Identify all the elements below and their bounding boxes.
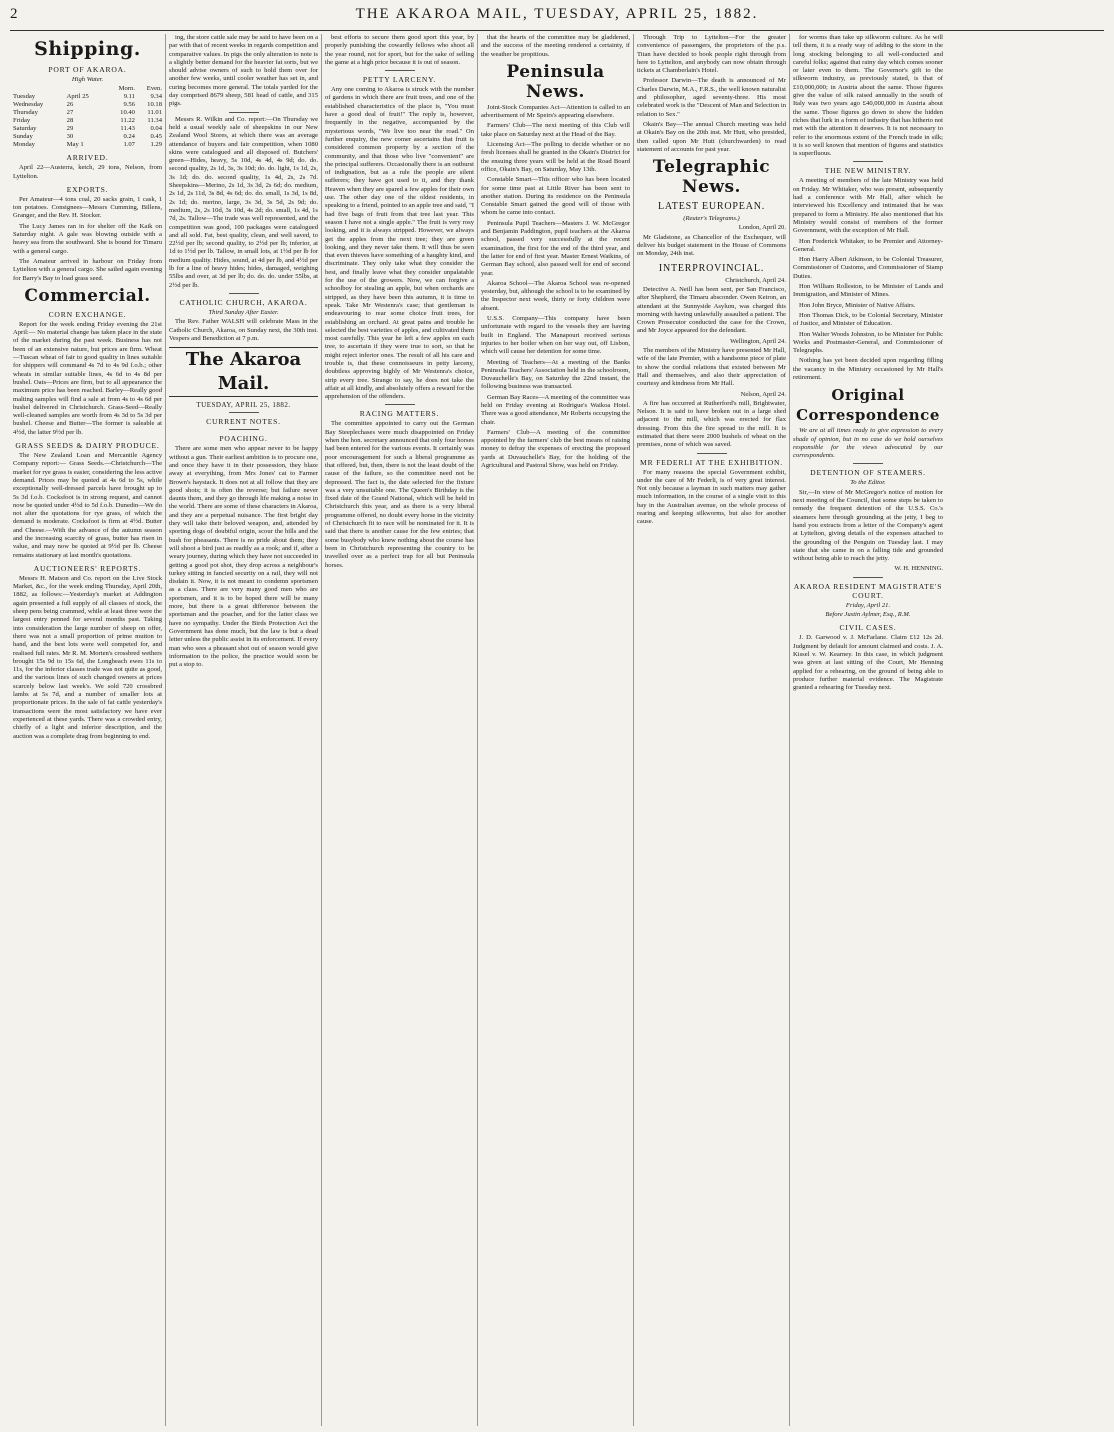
tide-row xyxy=(13,101,162,109)
tide-date: 29 xyxy=(66,125,74,133)
high-water-label: High Water. xyxy=(71,76,104,83)
civil-cases-heading: CIVIL CASES. xyxy=(839,623,897,633)
tide-col-morn: Morn. xyxy=(118,85,135,93)
racing-continued: that the hearts of the committee may be gladdened, and the success of the meeting rendered a certainty, if the weather be propitious. xyxy=(481,34,630,58)
tide-even: 11.01 xyxy=(147,109,162,117)
tide-morn: 11.22 xyxy=(120,117,135,125)
court-text: J. D. Garwood v. J. McFarlane. Claim £12 12s 2d. Judgment by default for amount claimed and costs. J. A. Kissel v. W. Kearney. In this case, in which judgment was given at last sitting of the Court, Mr Henning applied for a rehearing, on the ground of being able to produce further material evidence. The Magistrate granted a rehearing for Tuesday next. xyxy=(793,634,943,692)
court-heading: AKAROA RESIDENT MAGISTRATE'S COURT. xyxy=(793,581,943,600)
tide-day: Thursday xyxy=(13,109,38,117)
news-item: Farmers' Club—The next meeting of this Club will take place on Saturday next at the Head of the Bay. xyxy=(481,122,630,138)
divider xyxy=(229,429,259,430)
tide-day: Friday xyxy=(13,117,31,125)
reuters-label: (Reuter's Telegrams.) xyxy=(683,215,740,223)
column-5 xyxy=(634,34,790,1426)
lyttelton-trip-text: Through Trip to Lyttelton—For the greater convenience of passengers, the proprietors of the p.s. Titan have decided to book people right through from here to Lyttelton, and anybody can now obtain through tickets at Chamberlain's Hotel. xyxy=(637,34,786,75)
minister-item: Hon William Rolleston, to be Minister of Lands and Immigration, and Minister of Mines. xyxy=(793,283,943,299)
to-the-editor: To the Editor. xyxy=(850,479,886,487)
tide-even: 11.34 xyxy=(147,117,162,125)
original-correspondence-heading: Original Correspondence xyxy=(796,386,940,425)
news-item: Akaroa School—The Akaroa School was re-opened yesterday, but, although the school is to be examined by the Inspector next week, thirty or forty children were absent. xyxy=(481,279,630,312)
lucy-james-text: The Lucy James ran in for shelter off the Kaik on Saturday night. A gale was blowing outside with a heavy sea from the southward. She is bound for Timaru with a general cargo. xyxy=(13,222,162,255)
tide-morn: 9.11 xyxy=(123,93,135,101)
stock-report-continued: ing, the store cattle sale may be said to have been on a par with that of recent weeks in regards competition and comparative values. In pigs the only alteration to note is a slightly better demand for the heavier fat sorts, but we should advise owners of such to hold them over for another few weeks, until cooler weather has set in, and curing becomes more general. The totals yarded for the day comprised 8679 sheep, 581 head of cattle, and 315 pigs. xyxy=(169,34,318,108)
federli-text: For many reasons the special Government exhibit, under the care of Mr Federli, is of very great interest. Not only because a layman in such matters may gather much information, in the course of a single visit to this bay in the Australian avenue, on the whole process of rearing and keeping silkworms, but also for another cause. xyxy=(637,468,786,526)
london-dateline: London, April 20. xyxy=(738,224,786,232)
correspondence-note: We are at all times ready to give expression to every shade of opinion, but in no case do we hold ourselves responsible for the views advocated by our correspondents. xyxy=(793,427,943,460)
tide-date: 30 xyxy=(66,133,74,141)
wellington-dateline: Wellington, April 24. xyxy=(730,337,786,345)
grass-seeds-text: The New Zealand Loan and Mercantile Agency Company report:— Grass Seeds.—Christchurch—The market for rye grass is easier, considering the less active demand. Prices may be quoted at 4s 6d to 5s, while exceptionally well-dressed parcels have brought up to 5s 3d f.o.b. Cocksfoot is in strong request, and cannot now be quoted under 4½d to 5d f.o.b. Dunedin—We do not alter the quotations for rye grass, of which the demand is moderate. Cocksfoot is firm at 4½d. Butter and Cheese.—With the advance of the autumn season and the increasing scarcity of grass, butter has risen in value, and may now be quoted at 9½d per lb. Cheese remains stationary at last month's quotations. xyxy=(13,452,162,559)
minister-item: Hon Walter Woods Johnston, to be Minister for Public Works and Postmaster-General, and Commissioner of Telegraphs. xyxy=(793,330,943,355)
shipping-heading: Shipping. xyxy=(34,38,141,60)
detention-text: Sir,—In view of Mr McGregor's notice of motion for next meeting of the Council, that some steps be taken to remedy the frequent detention of the U.S.S. Co.'s steamers here through grounding at the jetty, I beg to hand you extracts from a letter of the Company's agent at Lyttelton, giving details of the expenses attached to the grounding of the Penguin on Tuesday last. I may state that she came in on a falling tide and grounded without being able to reach the jetty. xyxy=(793,488,943,563)
silk-text: for worms than take up silkworm culture. As he will tell them, it is a ready way of adding to the store in the long stocking belonging to all well-conducted and careful folks; against that rainy day which comes sooner or later even to them. The Governor's gift to the silkworm industry, as previously stated, is that of £10,000,000; in Austria about the same. Those figures give the value of silk raised annually in the south of Italy was two years ago £40,000,000 in Austria about the same. Those figures go down to show the hidden riches that lurk in a form of industry that has hitherto not met with the attention it deserves. It is not necessary to refer to the enormous extent of the French trade in silk; it is so well known that mention of figures and statistics is superfluous. xyxy=(793,34,943,158)
news-item: German Bay Races—A meeting of the committee was held on Friday evening at Rodrigue's Waikoa Hotel. There was a good attendance, Mr Roberts occupying the chair. xyxy=(481,393,631,426)
tide-row xyxy=(13,93,162,101)
minister-item: Hon Harry Albert Atkinson, to be Colonial Treasurer, Commissioner of Customs, and Commissioner of Stamp Duties. xyxy=(793,256,943,280)
masthead-rule xyxy=(10,30,1104,31)
divider xyxy=(853,463,883,464)
tide-table-header xyxy=(13,85,162,93)
tide-even: 0.45 xyxy=(150,133,162,141)
telegraphic-news-heading: Telegraphic News. xyxy=(652,157,771,198)
news-item: Peninsula Pupil Teachers—Masters J. W. McGregor and Benjamin Paddington, pupil teachers at the Akaroa school, passed very successfully at the recent examination, the first for the end of the third year, and the latter for end of first year. Master Ernest Watkins, of German Bay school, also passed well for end of second year. xyxy=(481,219,630,277)
page-masthead xyxy=(0,6,1114,30)
poaching-heading: POACHING. xyxy=(219,434,268,444)
latest-european-heading: LATEST EUROPEAN. xyxy=(657,201,766,213)
new-ministry-heading: THE NEW MINISTRY. xyxy=(824,166,912,176)
columns xyxy=(10,34,1104,1426)
divider xyxy=(385,70,415,71)
tide-date: 27 xyxy=(66,109,74,117)
column-2 xyxy=(166,34,322,1426)
page-number: 2 xyxy=(10,6,20,22)
tide-morn: 11.43 xyxy=(120,125,135,133)
catholic-church-sub: Third Sunday After Easter. xyxy=(208,308,279,316)
poaching-text: There are some men who appear never to be happy without a gun. Their earliest ambition is to procure one, and once they have it in their possession, they blaze away at everything, from Mrs Jones' cat to Farmer Brown's haystack. It does not at all follow that they are good shots; it is often the reverse; but failure never daunts them, and they go through life making a noise in the world. There are some of these characters in Akaroa, and they are a perpetual nuisance. The first bright day they will take their beloved weapon, and, attended by sporting dogs of doubtful origin, scour the hills and the bush for pheasants. There is no pride about them; they will shoot a bird just as readily as a rook; and if, after a weary journey, during which they have not succeeded in getting a good pot shot, they drop across a neighbour's turkey sitting in fancied security on a rail, they will not disdain it. Now, it is not meant to condemn sportsmen as a class. There are very many good men who are sportsmen, and it is to be hoped there will be many more, but there is a great difference between the sportsman and the poacher, and for the latter class we have no sympathy. Under the Birds Protection Act the Government has done much, but the law is but a dead letter unless the public assist in its enforcement. If every man who sees a pheasant shot out of season would give information to the police, the practice would soon be put a stop to. xyxy=(169,445,318,669)
corn-exchange-text: Report for the week ending Friday evening the 21st April:— No material change has taken place in the state of the market during the past week. Business has not been of an extensive nature, but prices are firm. Wheat—Tuscan wheat of fair to good quality in lines suitable for shippers will command 4s 7d to 4s 9d f.o.b.; other wheats in similar suitable lines, 4s 6d to 4s 8d per bushel. Oats—Prices are firm, but to all appearance the maximum price has been reached. Barley—Really good malting samples will find a sale at from 4s to 4s 6d per bushel delivered in Christchurch. Grass-Seed—Really well-cleaned samples are worth from 4s 3d to 5s 3d per bushel. Cheese and Butter—The former is saleable at 4½d, the latter 9½d per lb. xyxy=(13,320,162,436)
detention-heading: DETENTION OF STEAMERS. xyxy=(810,468,926,478)
tide-row xyxy=(13,133,162,141)
tide-table xyxy=(13,85,162,149)
divider xyxy=(853,577,883,578)
wilkin-report: Messrs R. Wilkin and Co. report:—On Thursday we held a usual weekly sale of sheepskins in our New Zealand Wool Stores, at which there was an average attendance of buyers and fair competition, when 1080 skins were catalogued and all disposed of. Butchers' green—Hides, heavy, 5s 10d, 4s 4d, 4s 9d; do. do. second quality, 2s 1d, 3s, 3s 10d; do. do. light, 1s 1d, 2s, 3s 1d; do. do. second quality, 1s 4d, 2s, 2s 7d. Sheepskins—Merino, 2s 1d, 3s 3d, 2s 6d; do. medium, 2s 1d, 2s 11d, 3s 8d, 4s 6d; do. do. small, 1s 3d, 1s 8d, 2s 1d; do. merino, large, 3s 3d, 3s 5d, 2s 9d; do. medium, 2s, 2s 10d, 3s 10d, 4s 2d; do. small, 1s 4d, 1s 7d, 2s. Tallow—The trade was well represented, and the competition was good, 100 packages were catalogued and all sold. Fat, best quality, clean, and well saved, to 22½d per lb; second quality, to 2½d per lb; inferior, at 1d to 1½d per lb. Tallow, in small lots, at 1½d per lb for medium quality. Hides, sound, at 4d per lb, and 4½d per lb for a line of heavy hides; hides, damaged, weighing 55lbs and over, at 3d per lb; do. do. do. under 55lbs, at 2½d per lb. xyxy=(169,115,318,289)
federli-heading: MR FEDERLI AT THE EXHIBITION. xyxy=(640,457,783,467)
port-heading: PORT OF AKAROA. xyxy=(48,65,127,74)
paper-title: The Akaroa Mail. xyxy=(169,347,318,397)
news-item: Constable Smart—This officer who has been located for some time past at Little River has been sent to another station. During its residence on the Peninsula Constable Smart gained the good will of those with whom he came into contact. xyxy=(481,176,630,217)
nelson-dateline: Nelson, April 24. xyxy=(740,390,786,398)
news-item: Farmers' Club—A meeting of the committee appointed by the farmers' club the best means of raising money to defray the expenses of erecting the proposed yards at Duvauchelle's Bay, for the holding of the Agricultural and Pastoral Show, was held on Friday. xyxy=(481,428,630,470)
minister-item: Hon Frederick Whitaker, to be Premier and Attorney-General. xyxy=(793,237,943,253)
news-item: Joint-Stock Companies Act—Attention is called to an advertisement of Mr Speirs's appearing elsewhere. xyxy=(481,103,630,120)
interprovincial-heading: INTERPROVINCIAL. xyxy=(658,262,765,274)
divider xyxy=(229,412,259,413)
racing-matters-heading: RACING MATTERS. xyxy=(359,409,440,419)
petty-larceny-heading: PETTY LARCENY. xyxy=(362,75,437,85)
tide-even: 9.34 xyxy=(150,93,162,101)
detention-signature: W. H. HENNING. xyxy=(894,565,943,573)
tide-even: 10.18 xyxy=(147,101,162,109)
darwin-text: Professor Darwin—The death is announced of Mr Charles Darwin, M.A., F.R.S., the well known naturalist and philosopher, aged seventy-three. His most celebrated work is the "Descent of Man and Selection in relation to Sex." xyxy=(637,77,786,118)
poaching-continued: best efforts to secure them good sport this year, by properly punishing the cowardly fellows who shoot all the year round, not for sport, but for the sake of selling the game at a high price because it is out of season. xyxy=(325,34,474,66)
minister-item: Hon Thomas Dick, to be Colonial Secretary, Minister of Justice, and Minister of Education. xyxy=(793,311,943,328)
tide-date: 28 xyxy=(66,117,74,125)
tide-row xyxy=(13,109,162,117)
christchurch-text: Detective A. Neill has been sent, per San Francisco, after Shepherd, the Timaru absconder. Owen Keiron, an attendant at the Sunnyside Asylum, was charged this morning with having unlawfully assaulted a patient. The Crown Prosecutor conducted the case for the Crown, and Mr Joyce appeared for the defendant. xyxy=(637,285,786,335)
masthead-title: THE AKAROA MAIL, TUESDAY, APRIL 25, 1882. xyxy=(355,6,759,22)
arrived-heading: ARRIVED. xyxy=(66,153,109,163)
tide-morn: 9.56 xyxy=(123,101,135,109)
column-1 xyxy=(10,34,166,1426)
tide-date: April 25 xyxy=(66,93,89,101)
tide-even: 0.04 xyxy=(150,125,162,133)
petty-larceny-text: Any one coming to Akaroa is struck with the number of gardens in which there are fruit trees, and one of the established characteristics of the place is, "You must have a good deal of fruit!" The reply is, however, frequently in the negative, accompanied by the mysterious words, "We live too near the road." On further enquiry, the new comer ascertains that fruit is considered common property by a section of the community, and that those who live "convenient" are the principal sufferers. Occasionally there is an outburst of indignation, but as a rule the people are silent sufferers; they have got used to it, and they thank Heaven when they are spared a few apples for their own use. The other day one of the oldest residents, in speaking to a friend, pointed to an apple tree and said, "I had five bags of fruit from that tree last year. This season I have not a single apple." The fruit is very rosy looking, and it is always stripped. However, we always get the apples from the next tree; they are green looking, and they never take them. It will thus be seen that even thieves have something of a haughty kind, and discriminate. They only take what they consider the best, and finally leave what they consider unpalatable for the use of the growers. Now, we can forgive a schoolboy for stealing an apple, but when orchards are stripped, as they have been this autumn, it is time to speak. Take Mr Westenra's case; that gentleman is endeavouring to rear some choice fruit trees, for establishing an orchard. At great pains and trouble he selected the best varieties of apples, and cultivated them most carefully. This year he left a few apples on each tree, to ascertain if they were true to sort, so that he might reject inferior ones. The result of all his care and trouble is, that these connoisseurs in petty larceny, doubtless approving highly of Mr Westenra's choice, strip every tree. Strange to say, he does not take the affair at all kindly, and absolutely offers a reward for the apprehension of the offenders. xyxy=(325,86,474,401)
nelson-text: A fire has occurred at Rutherford's mill, Brightwater, Nelson. It is said to have broken out in a large shed adjacent to the mill, which was erected for flax dressing. From this the fire spread to the mill. It is estimated that there were 2000 bushels of wheat on the premises, none of which was saved. xyxy=(637,399,786,449)
london-text: Mr Gladstone, as Chancellor of the Exchequer, will deliver his budget statement in the House of Commons on Monday, 24th inst. xyxy=(637,233,786,258)
catholic-church-heading: CATHOLIC CHURCH, AKAROA. xyxy=(179,297,308,307)
minister-item: Hon John Bryce, Minister of Native Affairs. xyxy=(799,301,916,309)
tide-day: Tuesday xyxy=(13,93,36,101)
tide-row xyxy=(13,141,162,149)
tide-row xyxy=(13,125,162,133)
divider xyxy=(853,161,883,162)
corn-exchange-heading: CORN EXCHANGE. xyxy=(48,309,127,319)
column-4 xyxy=(478,34,634,1426)
tide-day: Monday xyxy=(13,141,35,149)
commercial-heading: Commercial. xyxy=(24,285,151,306)
tide-day: Sunday xyxy=(13,133,33,141)
column-3 xyxy=(322,34,478,1426)
tide-day: Wednesday xyxy=(13,101,44,109)
ministry-close-text: Nothing has yet been decided upon regarding filling the vacancy in the Ministry occasioned by Mr Hall's retirement. xyxy=(793,357,943,381)
divider xyxy=(697,453,727,454)
grass-seeds-heading: GRASS SEEDS & DAIRY PRODUCE. xyxy=(15,441,160,451)
christchurch-dateline: Christchurch, April 24. xyxy=(725,276,786,284)
auctioneers-text: Messrs H. Matson and Co. report on the Live Stock Market, &c., for the week ending Thursday, April 20th, 1882, as follows:—Yesterday's market at Addington again presented a full supply of all classes of stock, the sheep pens being crammed, while at least three were the largest entry penned for several months past. Taking into consideration the large number of sheep on offer, there was not a small proportion of prime mutton to hand, and the best lots were well competed for, and realised full rates. Mr R. M. Morten's crossbred wethers brought 15s 9d to 15s 6d, the Longbeach ewes 11s to 11s, for the inferior classes trade was not quite as good, and the various lines of such changed owners at prices scarcely below last week's. We sold 720 crossbred lambs at 5s 7d, and a number of smaller lots at proportionate prices. In the sale of fat cattle yesterday's transactions were the most satisfactory we have ever experienced at these yards. There was a crowded entry, chiefly of a light and inferior description, and the auction was a complete drag from beginning to end. xyxy=(13,574,162,740)
tide-date: May 1 xyxy=(66,141,84,149)
catholic-church-text: The Rev. Father WALSH will celebrate Mass in the Catholic Church, Akaroa, on Sunday next, the 30th inst. Vespers and Benediction at 7 p.m. xyxy=(169,318,318,342)
tide-morn: 10.40 xyxy=(120,109,135,117)
tide-even: 1.29 xyxy=(150,141,162,149)
court-before: Before Justin Aylmer, Esq., R.M. xyxy=(825,611,911,619)
okains-bay-text: Okain's Bay—The annual Church meeting was held at Okain's Bay on the 20th inst. Mr Hutt, who presided, then called upon Mr Hutt (churchwarden) to read statement of accounts for past year. xyxy=(637,120,786,153)
divider xyxy=(229,293,259,294)
tide-morn: 0.24 xyxy=(123,133,135,141)
racing-matters-text: The committee appointed to carry out the German Bay Steeplechases were much disappointed on Friday when the hon. secretary announced that only four horses had been entered for the various events. It certainly was poor encouragement for such a liberal programme as that offered, but, then, there is not the least doubt of the cause of the failure, so the committee need not be depressed. The fact is, the date selected for the fixture was a very unsuitable one. The Queen's Birthday is the fixed date of the Grand National, which will be held in Christchurch this year, and as there is a very liberal programme offered, no doubt every horse in the vicinity of Christchurch fit to race will be nominated for it. It is said that there is another cause for the few entries; that some busybody who knew nothing about the course has been in Christchurch representing the country to be travelled over as a perfect trap for all but Peninsula horses. xyxy=(325,420,474,569)
news-item: Meeting of Teachers—At a meeting of the Banks Peninsula Teachers' Association held in the schoolroom, Duvauchelle's Bay, on Saturday the 22nd instant, the following business was transacted. xyxy=(481,358,630,391)
auctioneers-heading: AUCTIONEERS' REPORTS. xyxy=(33,563,142,573)
divider xyxy=(385,404,415,405)
current-notes-heading: CURRENT NOTES. xyxy=(206,417,281,427)
news-item: Licensing Act—The polling to decide whether or no fresh licenses shall be granted in the Okain's District for the ensuing three years will be held at the Road Board office, Okain's Bay, on Saturday, May 13th. xyxy=(481,141,630,173)
wellington-text: The members of the Ministry have presented Mr Hall, wife of the late Premier, with a handsome piece of plate to show the cordial relations that existed between Mr Hall and themselves, and also their appreciation of courtesy and kindness from Mr Hall. xyxy=(637,347,786,388)
tide-date: 26 xyxy=(66,101,74,109)
news-item: U.S.S. Company—This company have been unfortunate with regard to the vessels they are having built in England. The Manapouri received serious injuries to her boiler when on her way out, off Lisbon, which will cause her detention for some time. xyxy=(481,315,630,356)
amateur-text: The Amateur arrived in harbour on Friday from Lyttelton with a general cargo. She sailed again evening for Barry's Bay to load grass seed. xyxy=(13,257,162,282)
paper-date: TUESDAY, APRIL 25, 1882. xyxy=(196,401,291,410)
divider xyxy=(229,112,259,113)
exports-text: Per Amateur—4 tons coal, 20 sacks grain, 1 cask, 1 ton potatoes. Consignees—Messrs Cumming, Billens, Granger, and the Rev. H. Stocker. xyxy=(13,195,162,220)
exports-heading: EXPORTS. xyxy=(66,184,109,194)
tide-col-even: Even. xyxy=(146,85,162,93)
arrived-text: April 22—Austerra, ketch, 29 tons, Nelson, from Lyttelton. xyxy=(13,164,162,180)
peninsula-news-heading: Peninsula News. xyxy=(506,61,605,102)
new-ministry-text: A meeting of members of the late Ministry was held on Friday. Mr Whitaker, who was present, subsequently had a conference with Mr Hall, after which he interviewed his Excellency and intimated that he was prepared to form a Ministry. He also mentioned that his Ministry would consist of members of the former Government, with the exception of Mr Hall. xyxy=(793,177,943,235)
tide-day: Saturday xyxy=(13,125,37,133)
tide-row xyxy=(13,117,162,125)
court-date: Friday, April 21. xyxy=(845,601,891,609)
column-6 xyxy=(790,34,946,1426)
tide-morn: 1.07 xyxy=(123,141,135,149)
